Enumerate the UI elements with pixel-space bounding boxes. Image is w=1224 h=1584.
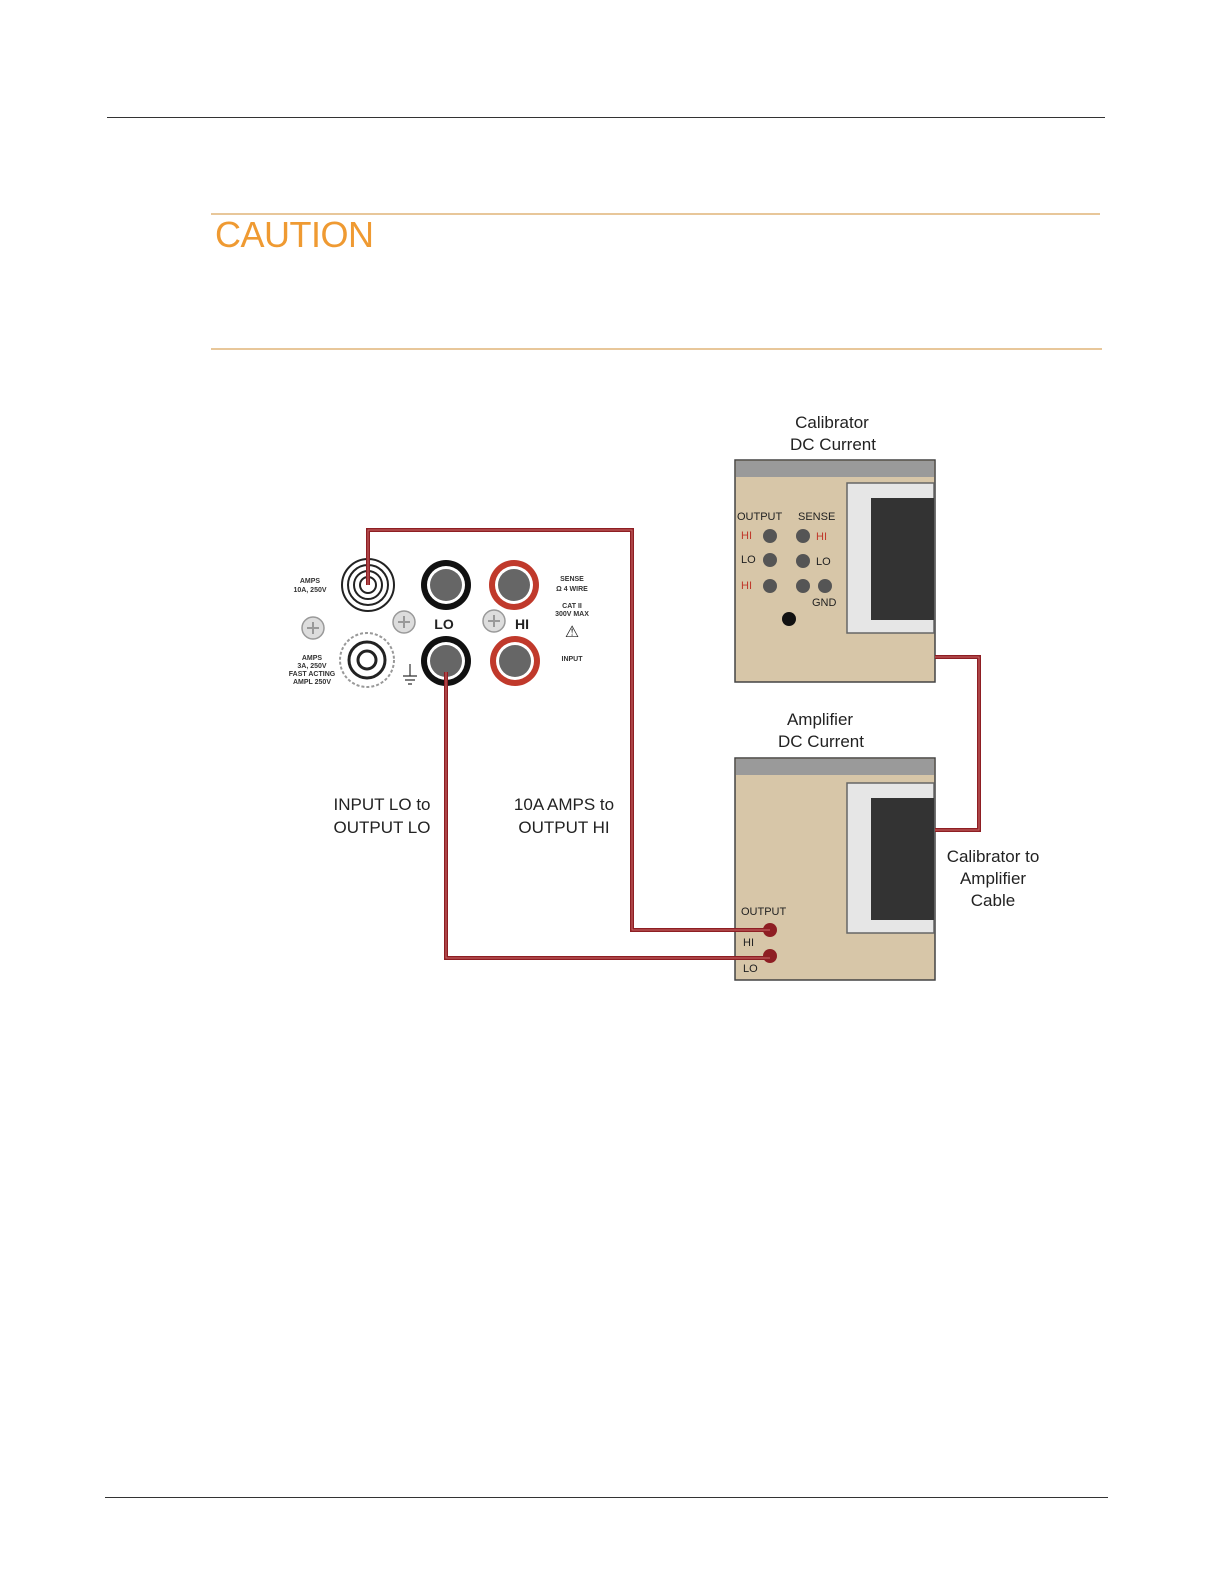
calibrator-sense-lo-label: LO <box>816 556 831 568</box>
calibrator-sense-hi-terminal <box>796 529 810 543</box>
cable-label-cal-amp-line2: Amplifier <box>959 869 1027 888</box>
sense-4wire-label-1: SENSE <box>560 576 584 583</box>
sense-4wire-label-2: Ω 4 WIRE <box>556 586 588 593</box>
cable-label-hi-line2: OUTPUT HI <box>518 818 610 837</box>
calibrator-gnd-terminal-2 <box>818 579 832 593</box>
ground-icon <box>403 664 417 684</box>
dmm-lo-label: LO <box>434 616 454 632</box>
amplifier-output-label: OUTPUT <box>741 906 787 918</box>
amps-3a-label-4: AMPL 250V <box>293 679 331 686</box>
calibrator-output-hi-label: HI <box>741 530 752 542</box>
amplifier-unit <box>735 710 935 980</box>
calibrator-screen <box>871 498 934 620</box>
calibrator-gnd-label: GND <box>812 597 837 609</box>
footer-rule <box>105 1497 1108 1498</box>
amplifier-title-line2: DC Current <box>778 732 864 751</box>
calibrator-title-line2: DC Current <box>790 435 876 454</box>
calibrator-gnd-terminal-1 <box>796 579 810 593</box>
cable-calibrator-to-amplifier <box>935 657 979 830</box>
calibrator-sense-hi-label: HI <box>816 531 827 543</box>
amplifier-lo-label: LO <box>743 963 758 975</box>
calibrator-sense-label: SENSE <box>798 511 836 523</box>
amps-10a-label-2: 10A, 250V <box>293 587 327 594</box>
calibrator-output-hi-terminal <box>763 529 777 543</box>
cable-label-hi-line1: 10A AMPS to <box>513 795 615 814</box>
cable-label-cal-amp-line3: Cable <box>970 891 1016 910</box>
calibrator-sense-lo-terminal <box>796 554 810 568</box>
cat-rating-label-2: 300V MAX <box>555 611 589 618</box>
input-label: INPUT <box>561 656 583 663</box>
amps-10a-label-1: AMPS <box>299 578 321 585</box>
warning-icon: ⚠ <box>564 624 580 641</box>
calibrator-unit <box>735 413 935 682</box>
calibrator-output-hi2-label: HI <box>741 580 752 592</box>
amps-3a-label-3: FAST ACTING <box>288 671 336 678</box>
cable-label-lo-line2: OUTPUT LO <box>333 818 431 837</box>
calibrator-output-lo-terminal <box>763 553 777 567</box>
amps-3a-label-1: AMPS <box>301 655 323 662</box>
amplifier-title-line1: Amplifier <box>786 710 854 729</box>
calibrator-indicator-dot <box>782 612 796 626</box>
amplifier-hi-label: HI <box>743 937 754 949</box>
calibrator-output-hi2-terminal <box>763 579 777 593</box>
caution-heading: CAUTION <box>215 214 374 255</box>
calibrator-output-label: OUTPUT <box>737 511 783 523</box>
calibrator-header-band <box>736 461 934 477</box>
cable-input-lo-to-output-lo <box>446 672 770 958</box>
cat-rating-label-1: CAT II <box>562 603 582 610</box>
calibrator-output-lo-label: LO <box>741 554 756 566</box>
amplifier-screen <box>871 798 934 920</box>
amplifier-header-band <box>736 759 934 775</box>
calibrator-title-line1: Calibrator <box>795 413 869 432</box>
amps-3a-label-2: 3A, 250V <box>297 663 327 670</box>
dmm-hi-label: HI <box>515 616 529 632</box>
cable-label-cal-amp-line1: Calibrator to <box>946 847 1040 866</box>
cable-label-lo-line1: INPUT LO to <box>333 795 431 814</box>
dmm-rear-panel <box>289 559 589 687</box>
